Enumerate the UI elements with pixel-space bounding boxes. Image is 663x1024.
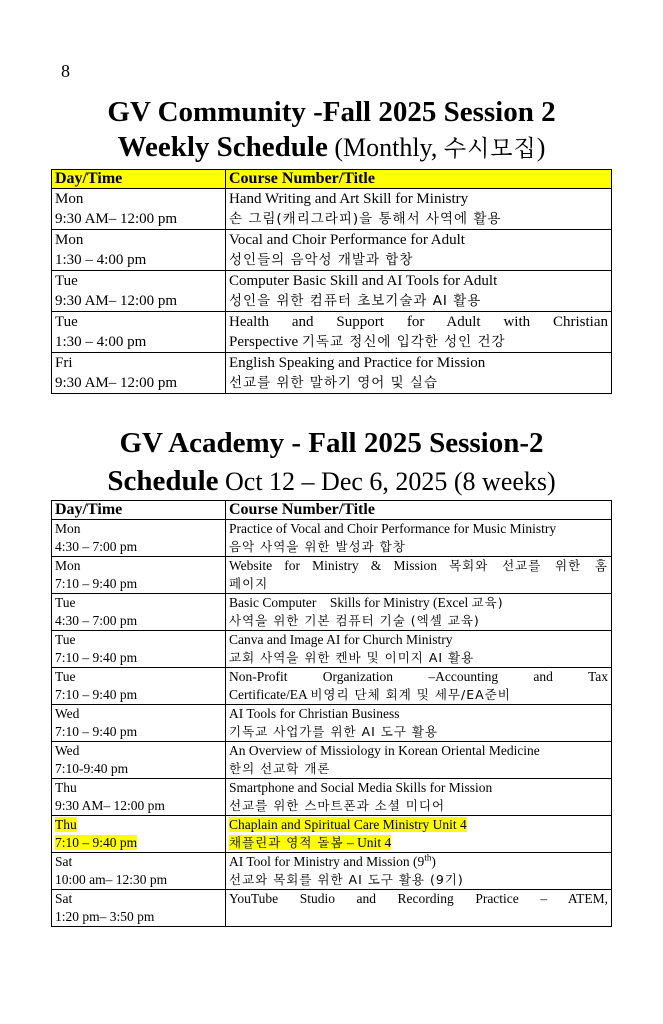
course-kr: 성인을 위한 컴퓨터 초보기술과 AI 활용 — [229, 293, 482, 309]
course-en: English Speaking and Practice for Mission — [229, 355, 486, 371]
course-en: Computer Basic Skill and AI Tools for Adult — [229, 273, 498, 289]
day-time-cell — [52, 189, 226, 230]
time: 7:10 – 9:40 pm — [55, 650, 138, 665]
course-kr-inline: 교육) — [471, 595, 504, 610]
day: Tue — [55, 314, 78, 330]
course-en: AI Tools for Christian Business — [229, 706, 400, 721]
time: 10:00 am– 12:30 pm — [55, 872, 168, 887]
course-cell — [226, 594, 612, 631]
day: Mon — [55, 191, 84, 207]
day-time-cell — [52, 631, 226, 668]
course-en: Non-Profit Organization –Accounting and Tax — [229, 669, 608, 684]
day-time-cell — [52, 816, 226, 853]
time: 7:10 – 9:40 pm — [55, 835, 138, 850]
day: Thu — [55, 780, 77, 795]
weekly-title: GV Community -Fall 2025 Session 2 — [107, 96, 556, 128]
day-time-cell — [52, 557, 226, 594]
course-cell — [226, 668, 612, 705]
course-kr: 사역을 위한 기본 컴퓨터 기술 (엑셀 교육) — [229, 613, 480, 628]
header-course: Course Number/Title — [226, 501, 612, 520]
course-cell — [226, 705, 612, 742]
day-time-cell — [52, 230, 226, 271]
day: Mon — [55, 232, 84, 248]
course-kr: 선교를 위한 말하기 영어 및 실습 — [229, 375, 438, 391]
weekly-subtitle — [0, 130, 663, 166]
table-row-highlighted — [52, 816, 612, 853]
header-day-time: Day/Time — [52, 170, 226, 189]
course-en: Smartphone and Social Media Skills for Mission — [229, 780, 493, 795]
table-row — [52, 230, 612, 271]
course-en-end: ) — [431, 854, 436, 869]
course-kr: 기독교 정신에 입각한 성인 건강 — [301, 334, 506, 350]
table-row — [52, 594, 612, 631]
day-time-cell — [52, 742, 226, 779]
time: 1:20 pm– 3:50 pm — [55, 909, 155, 924]
table-row — [52, 668, 612, 705]
time: 1:30 – 4:00 pm — [55, 334, 147, 350]
weekly-subtitle-bold: Weekly Schedule — [117, 131, 328, 163]
time: 7:10 – 9:40 pm — [55, 576, 138, 591]
table-row — [52, 353, 612, 394]
day: Tue — [55, 273, 78, 289]
course-en: AI Tool for Ministry and Mission (9 — [229, 854, 425, 869]
course-cell — [226, 189, 612, 230]
day: Tue — [55, 595, 76, 610]
table-header-row — [52, 170, 612, 189]
course-kr-inline: 목회와 선교를 위한 홈 — [449, 558, 608, 573]
day-time-cell — [52, 271, 226, 312]
course-kr: 페이지 — [229, 576, 269, 591]
day-time-cell — [52, 779, 226, 816]
day: Thu — [55, 817, 77, 832]
time: 9:30 AM– 12:00 pm — [55, 798, 165, 813]
day: Tue — [55, 632, 76, 647]
day-time-cell — [52, 890, 226, 927]
weekly-schedule-table — [51, 169, 612, 394]
header-day-time: Day/Time — [52, 501, 226, 520]
table-row — [52, 520, 612, 557]
day: Mon — [55, 558, 81, 573]
day-time-cell — [52, 705, 226, 742]
course-cell — [226, 557, 612, 594]
course-kr: 한의 선교학 개론 — [229, 761, 331, 776]
course-en: Hand Writing and Art Skill for Ministry — [229, 191, 469, 207]
course-cell — [226, 779, 612, 816]
course-kr: 성인들의 음악성 개발과 합창 — [229, 252, 414, 268]
course-en: An Overview of Missiology in Korean Oriental Medicine — [229, 743, 540, 758]
day: Sat — [55, 891, 73, 906]
course-en: Chaplain and Spiritual Care Ministry Unit 4 — [229, 817, 467, 832]
day-time-cell — [52, 668, 226, 705]
course-en: Canva and Image AI for Church Ministry — [229, 632, 453, 647]
day: Wed — [55, 706, 80, 721]
day-time-cell — [52, 853, 226, 890]
table-row — [52, 189, 612, 230]
table-row — [52, 271, 612, 312]
course-en-sup: th — [424, 852, 432, 863]
course-kr: 선교와 목회를 위한 AI 도구 활용 (9기) — [229, 872, 464, 887]
table-row — [52, 631, 612, 668]
course-en: Basic Computer Skills for Ministry (Excel — [229, 595, 469, 610]
table-row — [52, 890, 612, 927]
course-cell — [226, 742, 612, 779]
day-time-cell — [52, 594, 226, 631]
course-cell — [226, 853, 612, 890]
table-row — [52, 705, 612, 742]
course-en-cont: Certificate/EA — [229, 687, 307, 702]
course-cell — [226, 816, 612, 853]
course-cell — [226, 520, 612, 557]
day-time-cell — [52, 312, 226, 353]
course-kr: 손 그림(캐리그라피)을 통해서 사역에 활용 — [229, 211, 502, 227]
time: 9:30 AM– 12:00 pm — [55, 375, 178, 391]
header-course: Course Number/Title — [226, 170, 612, 189]
course-cell — [226, 353, 612, 394]
course-en: Health and Support for Adult with Christian — [229, 314, 608, 330]
course-cell — [226, 631, 612, 668]
day: Fri — [55, 355, 73, 371]
day: Tue — [55, 669, 76, 684]
time: 7:10-9:40 pm — [55, 761, 129, 776]
weekly-subtitle-rest: (Monthly, — [327, 133, 444, 162]
time: 7:10 – 9:40 pm — [55, 687, 138, 702]
time: 9:30 AM– 12:00 pm — [55, 211, 178, 227]
course-kr: 채플린과 영적 돌봄 — [229, 835, 344, 850]
time: 4:30 – 7:00 pm — [55, 613, 138, 628]
academy-schedule-table — [51, 500, 612, 927]
day-time-cell — [52, 520, 226, 557]
course-kr: 선교를 위한 스마트폰과 소셜 미디어 — [229, 798, 446, 813]
course-kr: 음악 사역을 위한 발성과 합창 — [229, 539, 406, 554]
weekly-subtitle-end: ) — [536, 133, 546, 162]
course-cell — [226, 312, 612, 353]
course-kr: 기독교 사업가를 위한 AI 도구 활용 — [229, 724, 439, 739]
weekly-subtitle-kr: 수시모집 — [443, 136, 537, 162]
table-row — [52, 557, 612, 594]
table-row — [52, 312, 612, 353]
page-number: 8 — [61, 61, 70, 81]
table-header-row — [52, 501, 612, 520]
table-row — [52, 779, 612, 816]
academy-subtitle-rest: Oct 12 – Dec 6, 2025 (8 weeks) — [218, 467, 556, 496]
course-kr: 교회 사역을 위한 켄바 및 이미지 AI 활용 — [229, 650, 475, 665]
day: Sat — [55, 854, 73, 869]
academy-subtitle — [0, 464, 663, 499]
table-row — [52, 742, 612, 779]
day: Wed — [55, 743, 80, 758]
time: 7:10 – 9:40 pm — [55, 724, 138, 739]
course-en: YouTube Studio and Recording Practice – ATEM, — [229, 891, 608, 906]
course-en: Website for Ministry & Mission — [229, 558, 437, 573]
time: 4:30 – 7:00 pm — [55, 539, 138, 554]
course-kr-tail: – Unit 4 — [343, 835, 392, 850]
day-time-cell — [52, 353, 226, 394]
table-row — [52, 853, 612, 890]
course-en: Vocal and Choir Performance for Adult — [229, 232, 465, 248]
academy-subtitle-bold: Schedule — [107, 465, 219, 497]
course-en: Practice of Vocal and Choir Performance for Music Ministry — [229, 521, 557, 536]
course-cell — [226, 890, 612, 927]
academy-title: GV Academy - Fall 2025 Session-2 — [119, 427, 544, 459]
course-kr: 비영리 단체 회계 및 세무/EA준비 — [310, 687, 511, 702]
time: 1:30 – 4:00 pm — [55, 252, 147, 268]
course-cell — [226, 230, 612, 271]
time: 9:30 AM– 12:00 pm — [55, 293, 178, 309]
day: Mon — [55, 521, 81, 536]
course-cell — [226, 271, 612, 312]
course-en-cont: Perspective — [229, 334, 299, 350]
